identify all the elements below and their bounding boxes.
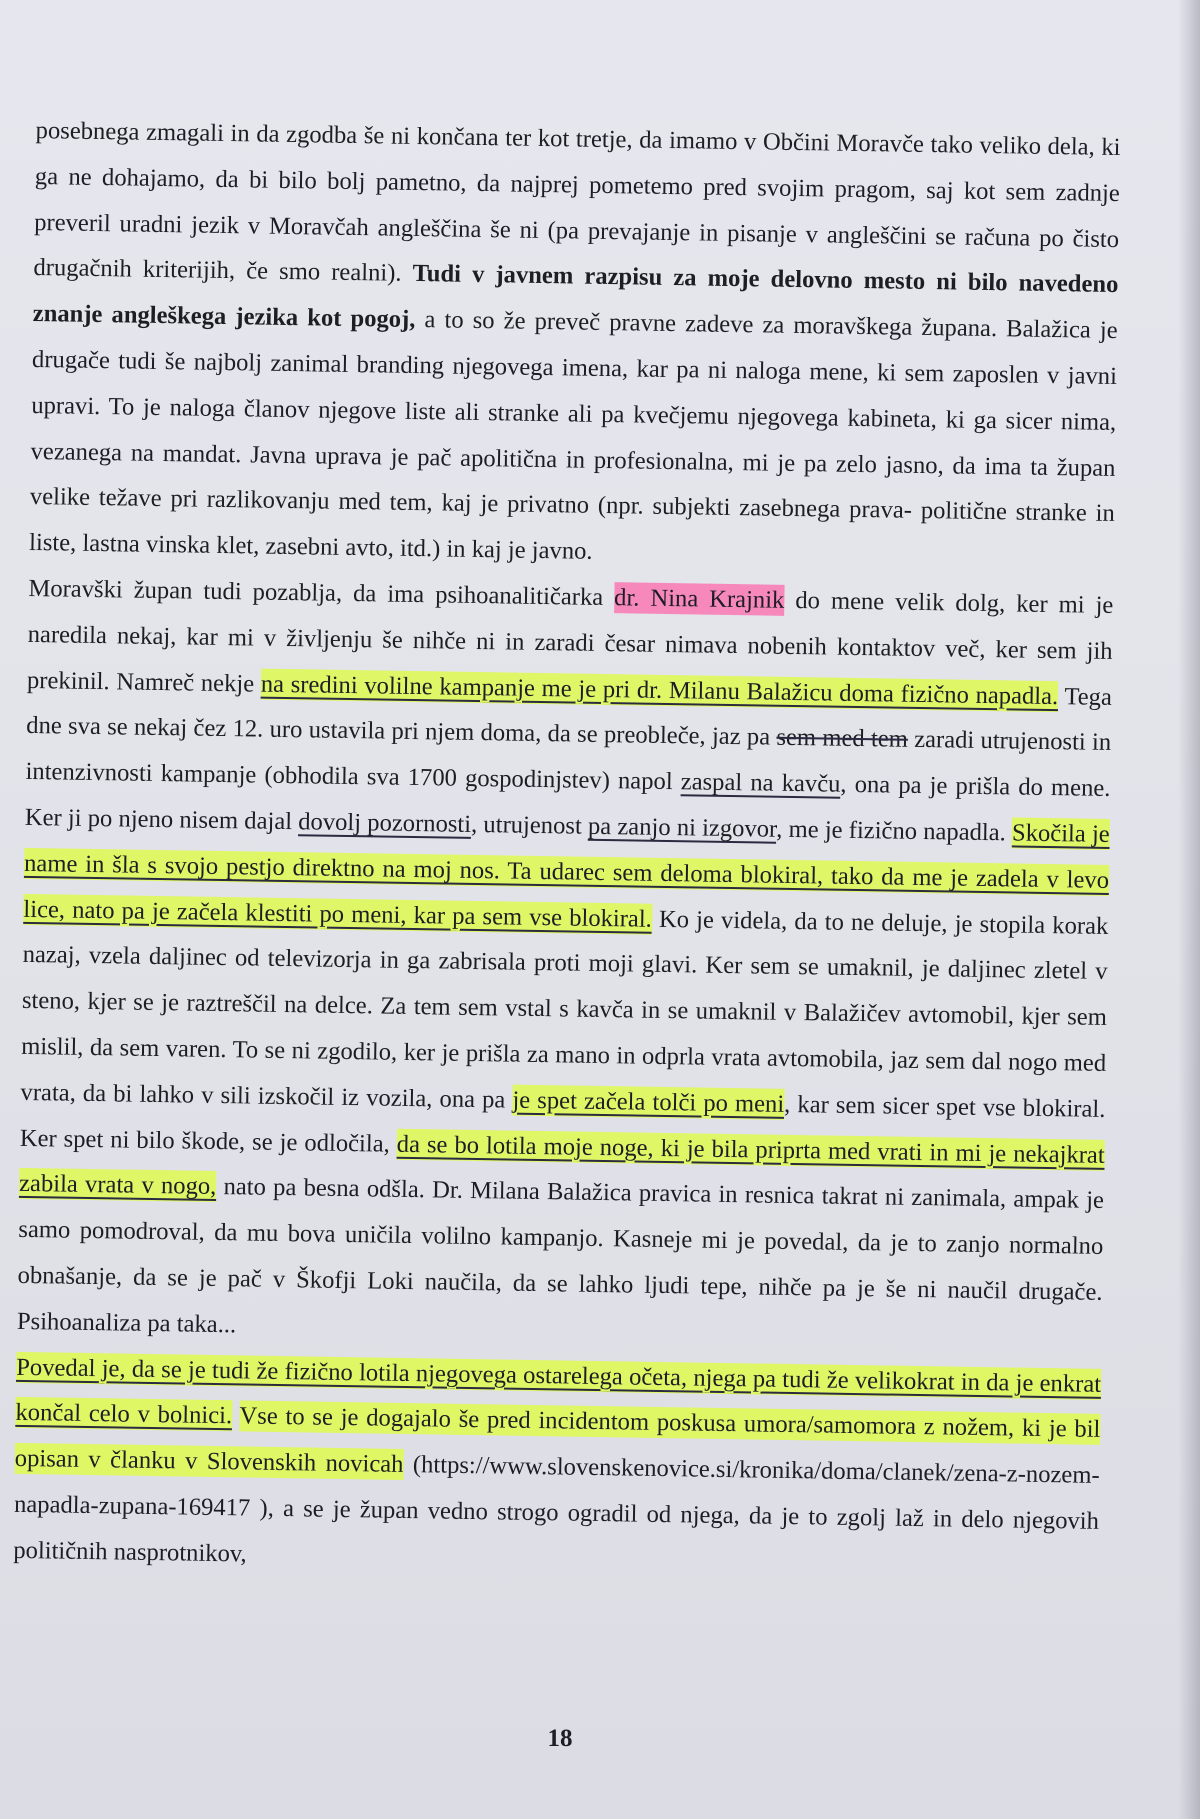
underlined-text: pa zanjo ni izgovor: [587, 812, 777, 843]
paragraph: [17, 566, 1114, 1361]
text-run: zaradi utrujenosti in intenzivnosti kampanje (obhodila sva 1700 gospodinjstev) napol: [25, 726, 1112, 796]
paragraph: [13, 1344, 1101, 1590]
text-run: , ona pa je prišla do mene. Ker ji po njeno nisem dajal: [24, 770, 1111, 836]
text-run: , utrujenost: [470, 810, 589, 840]
text-run: Ko je videla, da to ne deluje, je stopila korak nazaj, vzela daljinec od televizorja in ga zabrisala proti moji glavi. Ker sem se umaknil, je daljinec zletel v steno, kjer se je raztreščil na delce. Za tem sem vstal s kavča in se umaknil v Balažičev avtomobil, kjer sem mislil, da sem varen. To se ni zgodilo, ker je prišla za mano in odprla vrata avtomobila, jaz sem dal nogo med vrata, da bi lahko v sili izskočil iz vozila, ona pa: [20, 905, 1109, 1114]
body-text: [13, 108, 1121, 1590]
underlined-text: zaspal na kavču: [680, 768, 841, 798]
text-run: , me je fizično napadla.: [776, 815, 1013, 847]
paragraph: [29, 108, 1121, 583]
yellow-highlight: Vse to se je dogajalo še pred incidentom poskusa umora/samomora z nožem, ki je bil opisan v članku v Slovenskih novicah: [14, 1402, 1101, 1479]
underlined-text: dovolj pozornosti: [298, 808, 472, 838]
text-run: (https://www.slovenskenovice.si/kronika/doma/clanek/zena-z-nozem-napadla-zupana-169417 ), a se je župan vedno strogo ogradil od njega, da je to zgolj laž in delo njegovih političnih nasprotnikov,: [13, 1451, 1100, 1568]
struck-text: sem med tem: [776, 724, 909, 754]
text-run: nato pa besna odšla. Dr. Milana Balažica pravica in resnica takrat ni zanimala, ampak je samo pomodroval, da mu bova uničila volilno kampanjo. Kasneje mi je povedal, da je to zanjo normalno obnašanje, da se je pač v Škofji Loki naučila, da se lahko ljudi tepe, nihče pa je še ni naučil drugače. Psihoanaliza pa taka...: [16, 1173, 1105, 1339]
text-run: a to so že preveč pravne zadeve za moravškega župana. Balažica je drugače tudi še najbolj zanimal branding njegovega imena, kar pa ni naloga mene, ki sem zaposlen v javni upravi. To je naloga članov njegove liste ali stranke ali pa kvečjemu njegovega kabineta, ki ga sicer nima, vezanega na mandat. Javna uprava je pač apolitična in profesionalna, mi je pa zelo jasno, da ima ta župan velike težave pri razlikovanju med tem, kaj je privatno (npr. subjekti zasebnega prava- politične stranke in liste, lastna vinska klet, zasebni avto, itd.) in kaj je javno.: [28, 306, 1118, 565]
text-run: do mene velik dolg, ker mi je naredila nekaj, kar mi v življenju še nihče ni in zaradi česar nimava nobenih kontaktov več, ker sem jih prekinil. Namreč nekje: [26, 586, 1114, 698]
highlighted-underlined-text: na sredini volilne kampanje me je pri dr. Milanu Balažicu doma fizično napadla.: [260, 670, 1059, 710]
bold-text: Tudi v javnem razpisu za moje delovno mesto ni bilo navedeno znanje angleškega jezika kot pogoj,: [32, 260, 1119, 334]
text-run: posebnega zmagali in da zgodba še ni končana ter kot tretje, da imamo v Občini Moravče tako veliko dela, ki ga ne dohajamo, da bi bilo bolj pametno, da najprej pometemo pred svojim pragom, saj kot sem zadnje preveril uradni jezik v Moravčah angleščina še ni (pa prevajanje in pisanje v angleščini se računa po čisto drugačnih kriterijih, če smo realni).: [33, 116, 1121, 288]
highlighted-underlined-text: Povedal je, da se je tudi že fizično lotila njegovega ostarelega očeta, njega pa tudi že velikokrat in da je enkrat končal celo v bolnici.: [15, 1353, 1102, 1430]
page-edge-shadow: [1178, 0, 1200, 1819]
pink-highlight: dr. Nina Krajnik: [613, 584, 785, 614]
text-run: , kar sem sicer spet vse blokiral. Ker spet ni bilo škode, se je odločila,: [19, 1090, 1106, 1158]
page-number: 18: [547, 1725, 573, 1752]
highlighted-underlined-text: je spet začela tolči po meni: [512, 1086, 785, 1118]
highlighted-underlined-text: da se bo lotila moje noge, ki je bila priprta med vrati in mi je nekajkrat zabila vrata v nogo,: [18, 1130, 1105, 1201]
text-run: Moravški župan tudi pozablja, da ima psihoanalitičarka: [28, 574, 615, 612]
text-run: Tega dne sva se nekaj čez 12. uro ustavila pri njem doma, da se preobleče, jaz pa: [26, 682, 1113, 752]
highlighted-underlined-text: Skočila je name in šla s svojo pestjo direktno na moj nos. Ta udarec sem deloma blokiral, tako da me je zadela v levo lice, nato pa je začela klestiti po meni, kar pa sem vse blokiral.: [23, 819, 1110, 933]
